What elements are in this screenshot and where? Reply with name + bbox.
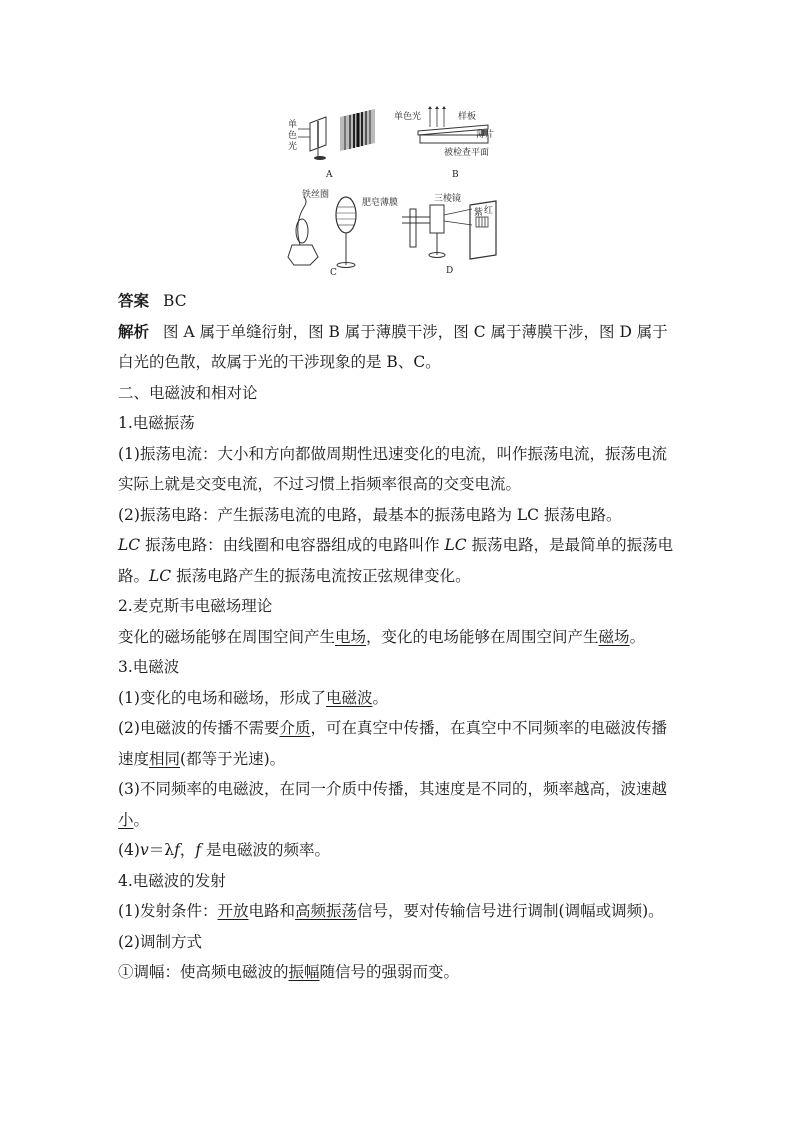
analysis-line-1 — [118, 317, 678, 348]
fig-d-violet: 紫 — [474, 208, 484, 218]
fig-a-label: A — [326, 170, 333, 180]
blank-electric-field: 电场 — [335, 627, 367, 646]
s1-p3b: 路。LC 振荡电路产生的振荡电流按正弦规律变化。 — [118, 566, 471, 585]
s3-title: 3.电磁波 — [118, 658, 180, 676]
fig-c-label: C — [330, 268, 337, 278]
fig-d-label: D — [446, 266, 454, 276]
fig-b-label: B — [452, 170, 459, 180]
s3-p2c: 速度相同(都等于光速)。 — [118, 749, 286, 768]
answer-value: BC — [163, 292, 187, 310]
s2-title: 2.麦克斯韦电磁场理论 — [118, 597, 273, 615]
fig-d-prism: 三棱镜 — [434, 194, 462, 204]
answer-line — [118, 286, 678, 317]
answer-label: 答案 — [118, 291, 150, 310]
s4-p3: ①调幅：使高频电磁波的振幅随信号的强弱而变。 — [118, 963, 460, 981]
blank-magnetic-field: 磁场 — [598, 627, 630, 646]
analysis-text-1: 图 A 属于单缝衍射，图 B 属于薄膜干涉，图 C 属于薄膜干涉，图 D 属于 — [163, 322, 668, 341]
fig-c-film: 肥皂薄膜 — [362, 198, 399, 208]
fig-b-sheet: 薄片 — [476, 130, 495, 140]
fig-b-top-plate: 样板 — [458, 112, 477, 122]
s4-title: 4.电磁波的发射 — [118, 871, 226, 890]
figure-d — [402, 192, 496, 276]
section-title: 二、电磁波和相对论 — [118, 383, 258, 402]
s3-p3-cont: 小。 — [118, 810, 150, 829]
fig-b-light: 单色光 — [394, 112, 422, 122]
fig-b-surface: 被检查平面 — [444, 148, 490, 158]
fig-a-light-3: 光 — [288, 142, 298, 152]
s3-p3: (3)不同频率的电磁波，在同一介质中传播，其速度是不同的，频率越高，波速越 — [118, 780, 667, 798]
s3-p1: (1)变化的电场和磁场，形成了电磁波。 — [118, 688, 388, 707]
fig-c-wire: 铁丝圈 — [302, 190, 330, 200]
s1-p1a: (1)振荡电流：大小和方向都做周期性迅速变化的电流，叫作振荡电流，振荡电流 — [118, 444, 667, 463]
s1-p1b: 实际上就是交变电流，不过习惯上指频率很高的交变电流。 — [118, 475, 522, 493]
s4-p2: (2)调制方式 — [118, 932, 202, 951]
fig-a-light-2: 色 — [288, 131, 298, 141]
s4-p1: (1)发射条件：开放电路和高频振荡信号，要对传输信号进行调制(调幅或调频)。 — [118, 902, 664, 920]
optics-figure — [280, 105, 520, 280]
figure-b — [394, 106, 494, 180]
s1-title: 1.电磁振荡 — [118, 414, 195, 432]
s2-p: 变化的磁场能够在周围空间产生电场，变化的电场能够在周围空间产生磁场。 — [118, 627, 646, 646]
s1-p2: (2)振荡电路：产生振荡电流的电路，最基本的振荡电路为 LC 振荡电路。 — [118, 505, 622, 524]
s3-p4: (4)v＝λf，f 是电磁波的频率。 — [118, 841, 331, 859]
fig-a-light-1: 单 — [288, 120, 298, 130]
fig-d-red: 红 — [484, 206, 494, 216]
figure-svg — [280, 105, 520, 280]
figure-a — [288, 109, 375, 180]
analysis-line-2: 白光的色散，故属于光的干涉现象的是 B、C。 — [118, 353, 441, 371]
diffraction-pattern — [340, 109, 375, 151]
analysis-label: 解析 — [118, 321, 150, 341]
document-body — [118, 286, 678, 988]
figure-c — [288, 188, 398, 278]
s3-p2: (2)电磁波的传播不需要介质，可在真空中传播，在真空中不同频率的电磁波传播 — [118, 719, 667, 737]
s1-p3a: LC 振荡电路：由线圈和电容器组成的电路叫作 LC 振荡电路，是最简单的振荡电 — [118, 536, 674, 554]
